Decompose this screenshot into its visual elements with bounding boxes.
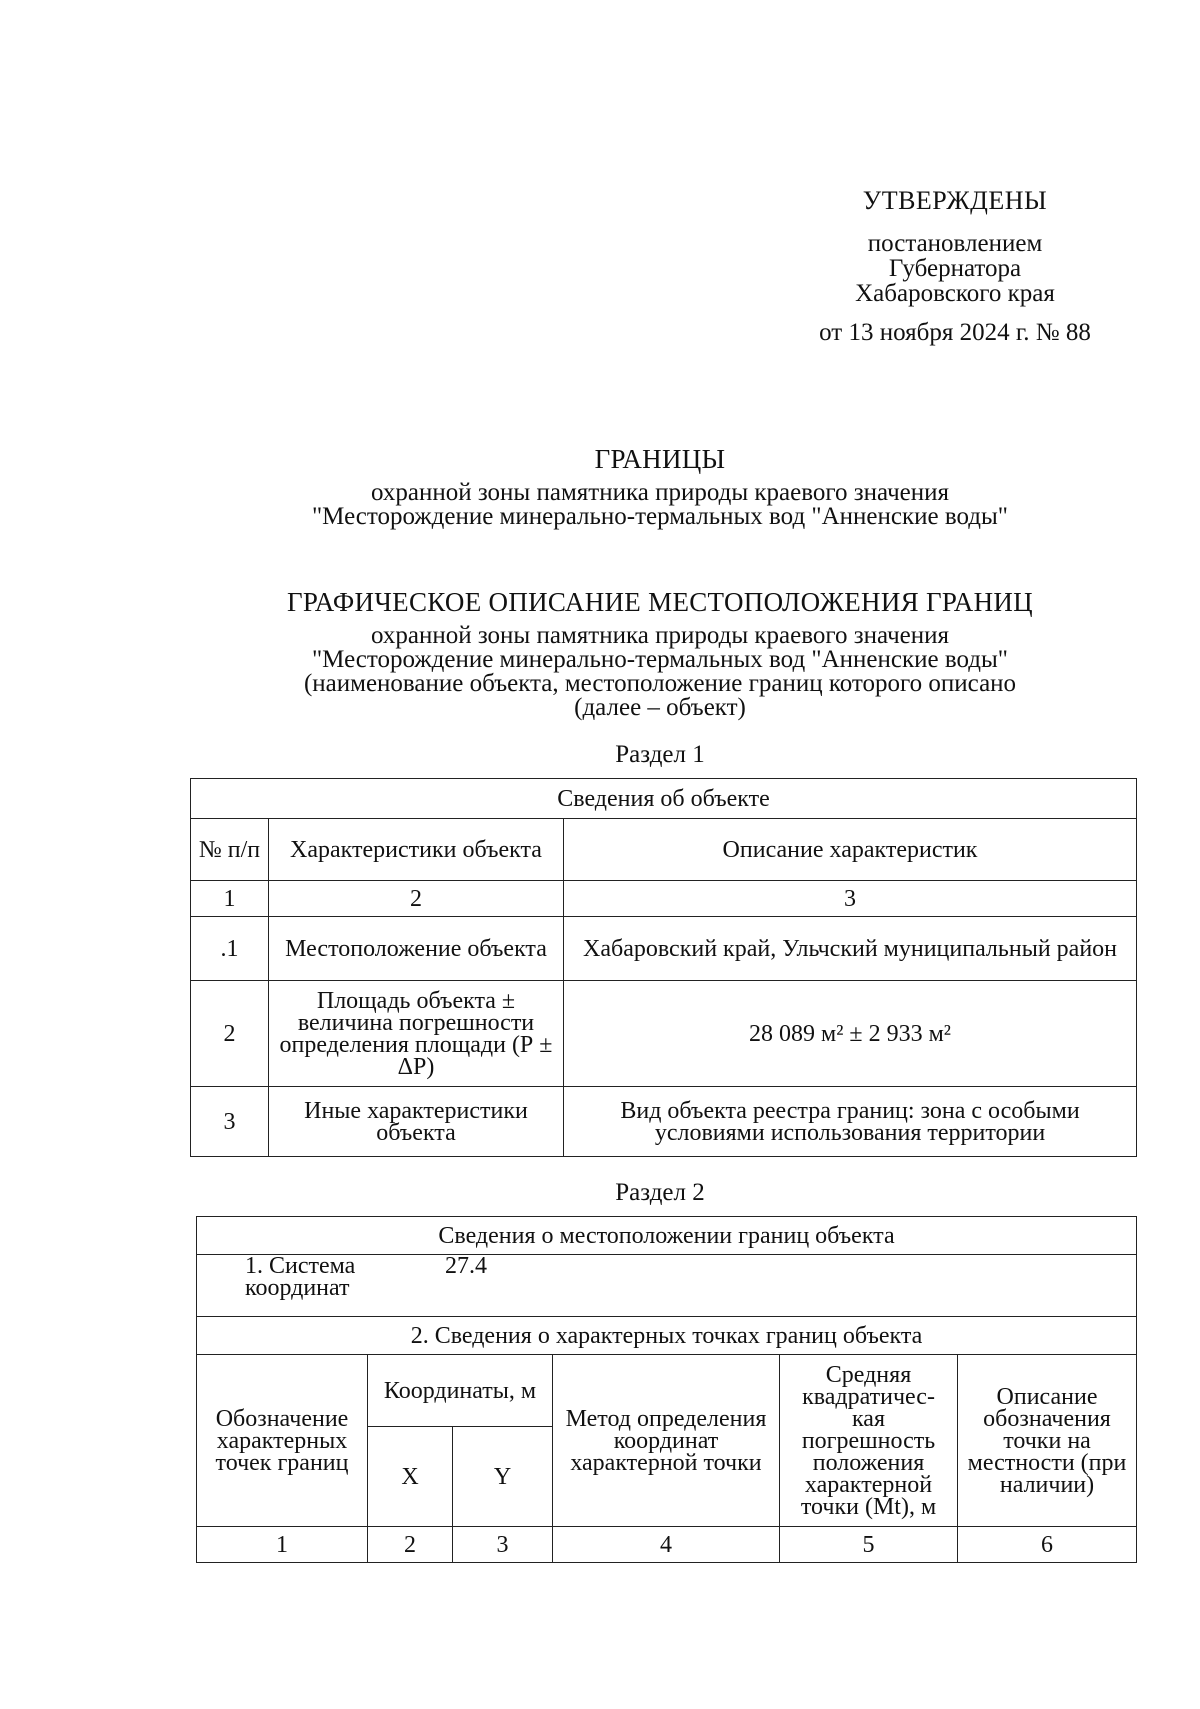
col-number: 3: [453, 1527, 553, 1563]
graphic-description-block: [150, 587, 1170, 721]
approval-heading: УТВЕРЖДЕНЫ: [862, 186, 1048, 215]
row-characteristic: Иные характеристики объекта: [269, 1087, 564, 1157]
col-header-characteristics: Характеристики объекта: [269, 819, 564, 881]
approval-block: [790, 188, 1120, 345]
col-number: 1: [191, 881, 269, 917]
col-header-x: X: [368, 1427, 453, 1527]
approval-date: от 13 ноября 2024 г. № 88: [819, 319, 1091, 346]
row-number: 2: [191, 981, 269, 1087]
col-header-designation: Обозначение характерных точек границ: [197, 1355, 368, 1527]
approval-line-1: постановлением: [867, 230, 1043, 257]
row-characteristic: Площадь объекта ± величина погрешности определения площади (Р ± ΔР): [269, 981, 564, 1087]
col-number: 6: [958, 1527, 1137, 1563]
col-header-point-description: Описание обозначения точки на местности (при наличии): [958, 1355, 1137, 1527]
col-number: 1: [197, 1527, 368, 1563]
coordinate-system-row: [197, 1255, 1137, 1317]
table-row: [191, 1087, 1137, 1157]
row-number: 3: [191, 1087, 269, 1157]
col-header-y: Y: [453, 1427, 553, 1527]
col-number: 4: [553, 1527, 780, 1563]
col-header-no: № п/п: [191, 819, 269, 881]
col-number: 3: [564, 881, 1137, 917]
boundaries-heading: ГРАНИЦЫ: [594, 444, 726, 474]
col-header-coordinates: Координаты, м: [368, 1355, 553, 1427]
row-number: .1: [191, 917, 269, 981]
row-description: Вид объекта реестра границ: зона с особыми условиями использования территории: [564, 1087, 1137, 1157]
table-row: [191, 917, 1137, 981]
graphic-heading: ГРАФИЧЕСКОЕ ОПИСАНИЕ МЕСТОПОЛОЖЕНИЯ ГРАНИЦ: [287, 587, 1033, 617]
table-row: [191, 981, 1137, 1087]
approval-line-2: Губернатора: [888, 255, 1022, 282]
table-title: Сведения об объекте: [191, 779, 1137, 819]
graphic-line-2: "Месторождение минерально-термальных вод "Анненские воды": [311, 646, 1009, 673]
graphic-line-3: (наименование объекта, местоположение границ которого описано: [303, 670, 1017, 697]
col-header-error: Средняя квадратичес- кая погрешность положения характерной точки (Mt), м: [780, 1355, 958, 1527]
object-info-table: [190, 778, 1137, 1157]
row-description: Хабаровский край, Ульчский муниципальный район: [564, 917, 1137, 981]
col-number: 2: [269, 881, 564, 917]
section-2-label: Раздел 2: [615, 1179, 705, 1206]
col-header-method: Метод определения координат характерной точки: [553, 1355, 780, 1527]
coordinate-system-label: 1. Система координат: [245, 1253, 356, 1301]
graphic-line-1: охранной зоны памятника природы краевого значения: [370, 622, 950, 649]
col-number: 5: [780, 1527, 958, 1563]
col-header-description: Описание характеристик: [564, 819, 1137, 881]
points-title: 2. Сведения о характерных точках границ объекта: [197, 1317, 1137, 1355]
boundaries-line-2: "Месторождение минерально-термальных вод "Анненские воды": [311, 503, 1009, 530]
row-characteristic: Местоположение объекта: [269, 917, 564, 981]
row-description: 28 089 м² ± 2 933 м²: [564, 981, 1137, 1087]
graphic-line-4: (далее – объект): [574, 694, 746, 721]
approval-line-3: Хабаровского края: [855, 280, 1055, 307]
boundary-points-table: [196, 1216, 1137, 1563]
table-title: Сведения о местоположении границ объекта: [197, 1217, 1137, 1255]
section-1-label: Раздел 1: [615, 741, 705, 768]
boundaries-line-1: охранной зоны памятника природы краевого значения: [370, 479, 950, 506]
coordinate-system-value: 27.4: [445, 1253, 487, 1279]
boundaries-title-block: [150, 444, 1170, 530]
col-number: 2: [368, 1527, 453, 1563]
